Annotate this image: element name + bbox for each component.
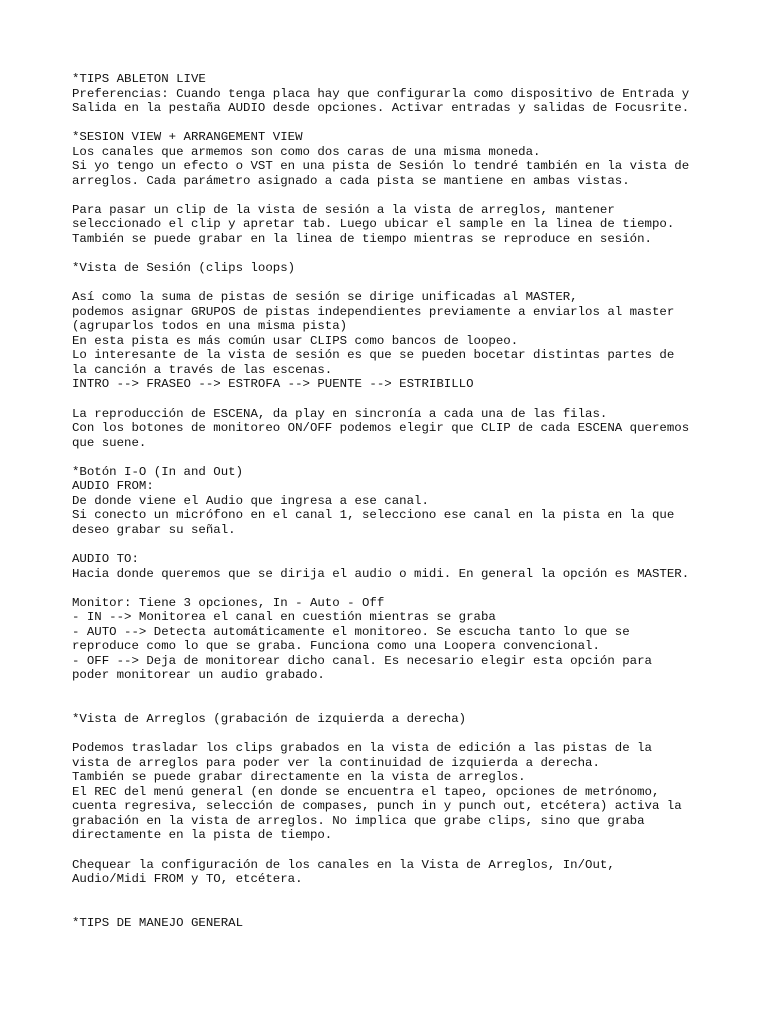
text-line: la canción a través de las escenas.	[72, 362, 333, 377]
text-line: Con los botones de monitoreo ON/OFF podemos elegir que CLIP de cada ESCENA queremos	[72, 421, 690, 436]
text-line: Monitor: Tiene 3 opciones, In - Auto - Off	[72, 595, 385, 610]
text-line: grabación en la vista de arreglos. No implica que grabe clips, sino que graba	[72, 813, 645, 828]
section-heading: *SESION VIEW + ARRANGEMENT VIEW	[72, 130, 303, 145]
text-line: Preferencias: Cuando tenga placa hay que configurarla como dispositivo de Entrada y	[72, 86, 690, 101]
blank-line	[72, 392, 762, 407]
section-heading: *Vista de Arreglos (grabación de izquierda a derecha)	[72, 712, 467, 727]
text-line: Audio/Midi FROM y TO, etcétera.	[72, 872, 303, 887]
text-line: reproduce como lo que se graba. Funciona como una Loopera convencional.	[72, 639, 600, 654]
document-page	[72, 72, 762, 930]
text-line: También se puede grabar en la linea de tiempo mientras se reproduce en sesión.	[72, 232, 652, 247]
text-line: directamente en la pista de tiempo.	[72, 828, 333, 843]
text-line: que suene.	[72, 435, 147, 450]
text-line: AUDIO TO:	[72, 552, 139, 567]
text-line: Lo interesante de la vista de sesión es que se pueden bocetar distintas partes de	[72, 348, 675, 363]
text-line: - OFF --> Deja de monitorear dicho canal. Es necesario elegir esta opción para	[72, 653, 652, 668]
blank-line	[72, 116, 762, 131]
text-line: Si conecto un micrófono en el canal 1, selecciono ese canal en la pista en la que	[72, 508, 675, 523]
blank-line	[72, 276, 762, 291]
text-line: Para pasar un clip de la vista de sesión a la vista de arreglos, mantener	[72, 202, 615, 217]
blank-line	[72, 450, 762, 465]
text-line: deseo grabar su señal.	[72, 522, 236, 537]
blank-line	[72, 901, 762, 916]
text-line: seleccionado el clip y apretar tab. Luego ubicar el sample en la linea de tiempo.	[72, 217, 675, 232]
text-line: Hacia donde queremos que se dirija el audio o midi. En general la opción es MASTER.	[72, 566, 690, 581]
blank-line	[72, 581, 762, 596]
text-line: - AUTO --> Detecta automáticamente el monitoreo. Se escucha tanto lo que se	[72, 624, 630, 639]
text-line: Podemos trasladar los clips grabados en la vista de edición a las pistas de la	[72, 741, 652, 756]
text-line: poder monitorear un audio grabado.	[72, 668, 325, 683]
text-line: cuenta regresiva, selección de compases, punch in y punch out, etcétera) activa la	[72, 799, 682, 814]
text-line: Salida en la pestaña AUDIO desde opciones. Activar entradas y salidas de Focusrite.	[72, 101, 690, 116]
blank-line	[72, 188, 762, 203]
text-line: - IN --> Monitorea el canal en cuestión mientras se graba	[72, 610, 496, 625]
text-line: También se puede grabar directamente en la vista de arreglos.	[72, 770, 526, 785]
section-heading: *TIPS DE MANEJO GENERAL	[72, 915, 244, 930]
blank-line	[72, 843, 762, 858]
text-line: AUDIO FROM:	[72, 479, 154, 494]
text-line: Si yo tengo un efecto o VST en una pista de Sesión lo tendré también en la vista de	[72, 159, 690, 174]
section-heading: *TIPS ABLETON LIVE	[72, 72, 206, 86]
section-heading: *Botón I-O (In and Out)	[72, 464, 244, 479]
blank-line	[72, 727, 762, 742]
section-heading: *Vista de Sesión (clips loops)	[72, 261, 296, 276]
text-line: Los canales que armemos son como dos caras de una misma moneda.	[72, 144, 541, 159]
text-line: El REC del menú general (en donde se encuentra el tapeo, opciones de metrónomo,	[72, 784, 660, 799]
blank-line	[72, 247, 762, 262]
text-line: (agruparlos todos en una misma pista)	[72, 319, 348, 334]
text-line: La reproducción de ESCENA, da play en sincronía a cada una de las filas.	[72, 406, 608, 421]
text-line: arreglos. Cada parámetro asignado a cada pista se mantiene en ambas vistas.	[72, 173, 630, 188]
text-line: vista de arreglos para poder ver la continuidad de izquierda a derecha.	[72, 755, 600, 770]
text-line: Así como la suma de pistas de sesión se dirige unificadas al MASTER,	[72, 290, 578, 305]
blank-line	[72, 683, 762, 698]
text-line: Chequear la configuración de los canales en la Vista de Arreglos, In/Out,	[72, 857, 615, 872]
blank-line	[72, 698, 762, 713]
blank-line	[72, 887, 762, 902]
text-line: De donde viene el Audio que ingresa a ese canal.	[72, 493, 429, 508]
text-line: INTRO --> FRASEO --> ESTROFA --> PUENTE --> ESTRIBILLO	[72, 377, 474, 392]
blank-line	[72, 538, 762, 553]
text-line: podemos asignar GRUPOS de pistas independientes previamente a enviarlos al master	[72, 304, 675, 319]
text-line: En esta pista es más común usar CLIPS como bancos de loopeo.	[72, 333, 519, 348]
